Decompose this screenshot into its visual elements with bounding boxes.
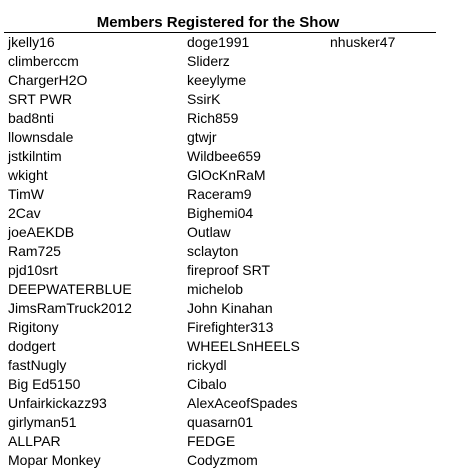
member-name: fastNugly bbox=[8, 357, 67, 373]
member-name: wkight bbox=[8, 167, 48, 183]
member-name: Ram725 bbox=[8, 243, 61, 259]
member-name: JimsRamTruck2012 bbox=[8, 300, 132, 316]
member-name: llownsdale bbox=[8, 129, 74, 145]
members-column-1 bbox=[8, 33, 132, 470]
member-name: Mopar Monkey bbox=[8, 452, 101, 468]
member-name: Unfairkickazz93 bbox=[8, 395, 107, 411]
sheet-title: Members Registered for the Show bbox=[96, 14, 340, 31]
member-name: sclayton bbox=[187, 243, 239, 259]
member-name: Bighemi04 bbox=[187, 205, 254, 221]
member-name: WHEELSnHEELS bbox=[187, 338, 300, 354]
member-name: Rich859 bbox=[187, 110, 239, 126]
member-name: fireproof SRT bbox=[187, 262, 270, 278]
member-name: quasarn01 bbox=[187, 414, 254, 430]
member-name: Raceram9 bbox=[187, 186, 252, 202]
member-name: rickydl bbox=[187, 357, 227, 373]
member-name: ALLPAR bbox=[8, 433, 61, 449]
member-name: dodgert bbox=[8, 338, 56, 354]
member-name: pjd10srt bbox=[8, 262, 58, 278]
member-name: Wildbee659 bbox=[187, 148, 261, 164]
member-name: bad8nti bbox=[8, 110, 54, 126]
member-name: John Kinahan bbox=[187, 300, 273, 316]
member-name: nhusker47 bbox=[330, 34, 396, 50]
member-name: Sliderz bbox=[187, 53, 230, 69]
member-name: AlexAceofSpades bbox=[187, 395, 298, 411]
member-name: GlOcKnRaM bbox=[187, 167, 266, 183]
member-name: joeAEKDB bbox=[8, 224, 75, 240]
member-name: jkelly16 bbox=[8, 34, 55, 50]
member-name: michelob bbox=[187, 281, 244, 297]
member-name: ChargerH2O bbox=[8, 72, 88, 88]
members-column-3 bbox=[330, 33, 395, 52]
member-name: Outlaw bbox=[187, 224, 231, 240]
member-name: girlyman51 bbox=[8, 414, 77, 430]
member-name: gtwjr bbox=[187, 129, 217, 145]
member-name: SsirK bbox=[187, 91, 221, 107]
member-name: DEEPWATERBLUE bbox=[8, 281, 132, 297]
member-name: FEDGE bbox=[187, 433, 236, 449]
members-column-2 bbox=[187, 33, 300, 470]
member-name: Big Ed5150 bbox=[8, 376, 81, 392]
member-name: SRT PWR bbox=[8, 91, 73, 107]
member-name: Rigitony bbox=[8, 319, 59, 335]
member-name: Codyzmom bbox=[187, 452, 258, 468]
member-name: keeylyme bbox=[187, 72, 247, 88]
member-name: Firefighter313 bbox=[187, 319, 274, 335]
member-name: doge1991 bbox=[187, 34, 250, 50]
member-name: 2Cav bbox=[8, 205, 41, 221]
member-name: climberccm bbox=[8, 53, 79, 69]
member-name: jstkilntim bbox=[8, 148, 62, 164]
member-name: TimW bbox=[8, 186, 45, 202]
member-name: Cibalo bbox=[187, 376, 227, 392]
